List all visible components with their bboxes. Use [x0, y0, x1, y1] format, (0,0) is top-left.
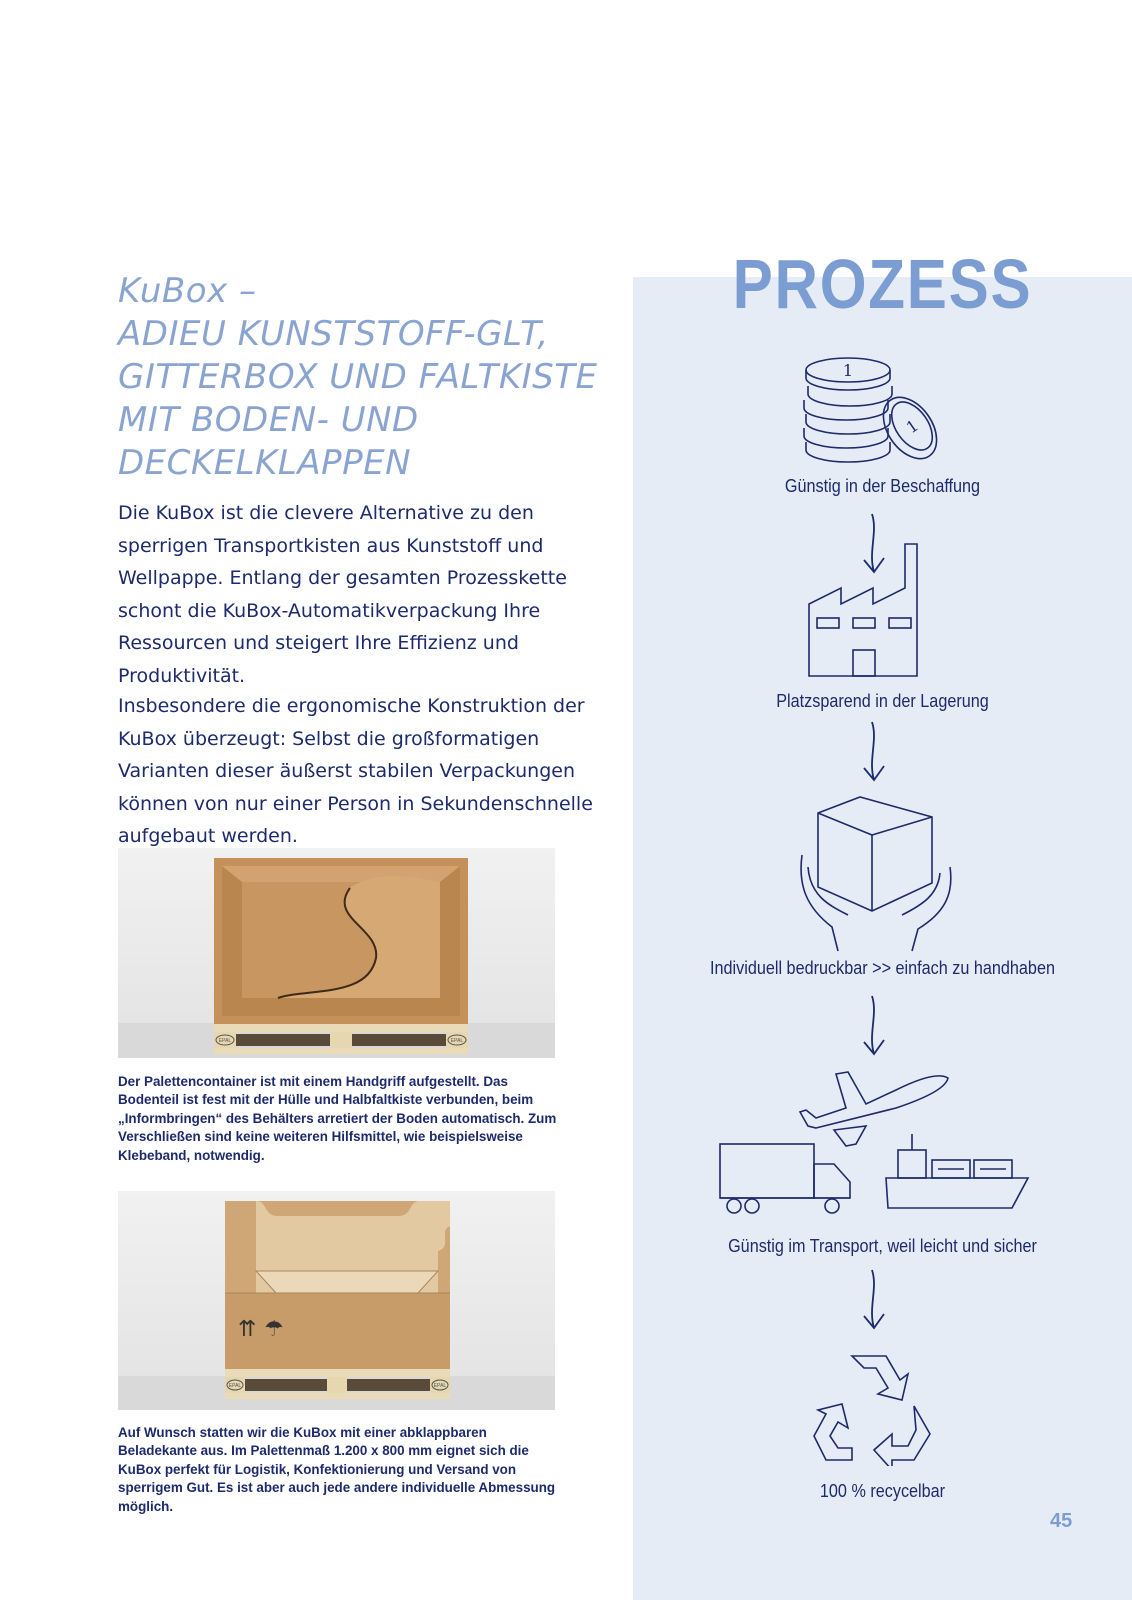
photo-pallet-container	[118, 848, 555, 1058]
keep-dry-icon: ☂	[264, 1317, 284, 1342]
headline-line: DECKELKLAPPEN	[118, 443, 412, 483]
factory-icon	[805, 542, 935, 678]
page-number: 45	[1050, 1510, 1073, 1532]
photo-caption-2: Auf Wunsch statten wir die KuBox mit einer abklappbaren Beladekante aus. Im Palettenmaß 1.200 x 800 mm eignet sich die KuBox perfekt für Logistik, Konfektionierung und Versand von sperrigem Gut. Es ist aber auch jede andere individuelle Abmessung möglich.	[118, 1425, 556, 1514]
epal-mark: EPAL	[450, 1038, 464, 1044]
headline-line: MIT BODEN- UND	[118, 400, 419, 440]
headline	[118, 270, 618, 485]
step-label-4: Günstig im Transport, weil leicht und sicher	[728, 1236, 1037, 1256]
coin-digit: 1	[842, 361, 854, 380]
arrow-down-icon	[860, 1268, 890, 1333]
headline-line: GITTERBOX UND FALTKISTE	[118, 357, 598, 397]
pallet-container-illustration	[118, 848, 555, 1058]
recycle-icon	[812, 1352, 932, 1466]
photo-caption-1: Der Palettencontainer ist mit einem Handgriff aufgestellt. Das Bodenteil ist fest mit der Hülle und Halbfaltkiste verbunden, beim „Informbringen“ des Behälters arretiert der Boden automatisch. Zum Verschließen sind keine weiteren Hilfsmittel, wie beispielsweise Klebeband, notwendig.	[118, 1074, 557, 1163]
epal-mark: EPAL	[433, 1383, 447, 1389]
intro-paragraph-1: Die KuBox ist die clevere Alternative zu den sperrigen Transportkisten aus Kunststoff und Wellpappe. Entlang der gesamten Prozesskette schont die KuBox-Automatikverpackung Ihre Ressourcen und steigert Ihre Effizienz und Produktivität.	[118, 502, 567, 687]
arrow-down-icon	[860, 720, 890, 785]
step-label-3: Individuell bedruckbar >> einfach zu handhaben	[710, 958, 1055, 978]
step-label-5: 100 % recycelbar	[819, 1481, 946, 1501]
step-label-1: Günstig in der Beschaffung	[784, 476, 981, 496]
headline-line: KuBox –	[118, 271, 257, 311]
intro-paragraph-2: Insbesondere die ergonomische Konstruktion der KuBox überzeugt: Selbst die großformatigen Varianten dieser äußerst stabilen Verpackungen können von nur einer Person in Sekundenschnelle aufgebaut werden.	[118, 695, 593, 847]
this-side-up-icon: ⇈	[238, 1317, 257, 1342]
transport-icon	[716, 1068, 1034, 1224]
coin-digit: 1	[902, 415, 922, 438]
epal-mark: EPAL	[218, 1038, 232, 1044]
headline-line: ADIEU KUNSTSTOFF-GLT,	[118, 314, 549, 354]
step-label-2: Platzsparend in der Lagerung	[776, 691, 989, 711]
loading-edge-illustration	[118, 1191, 555, 1410]
box-in-hands-icon	[798, 795, 954, 955]
epal-mark: EPAL	[228, 1383, 242, 1389]
arrow-down-icon	[860, 994, 890, 1059]
photo-loading-edge	[118, 1191, 555, 1410]
process-title: PROZESS	[732, 245, 1033, 323]
coins-icon	[800, 352, 960, 474]
